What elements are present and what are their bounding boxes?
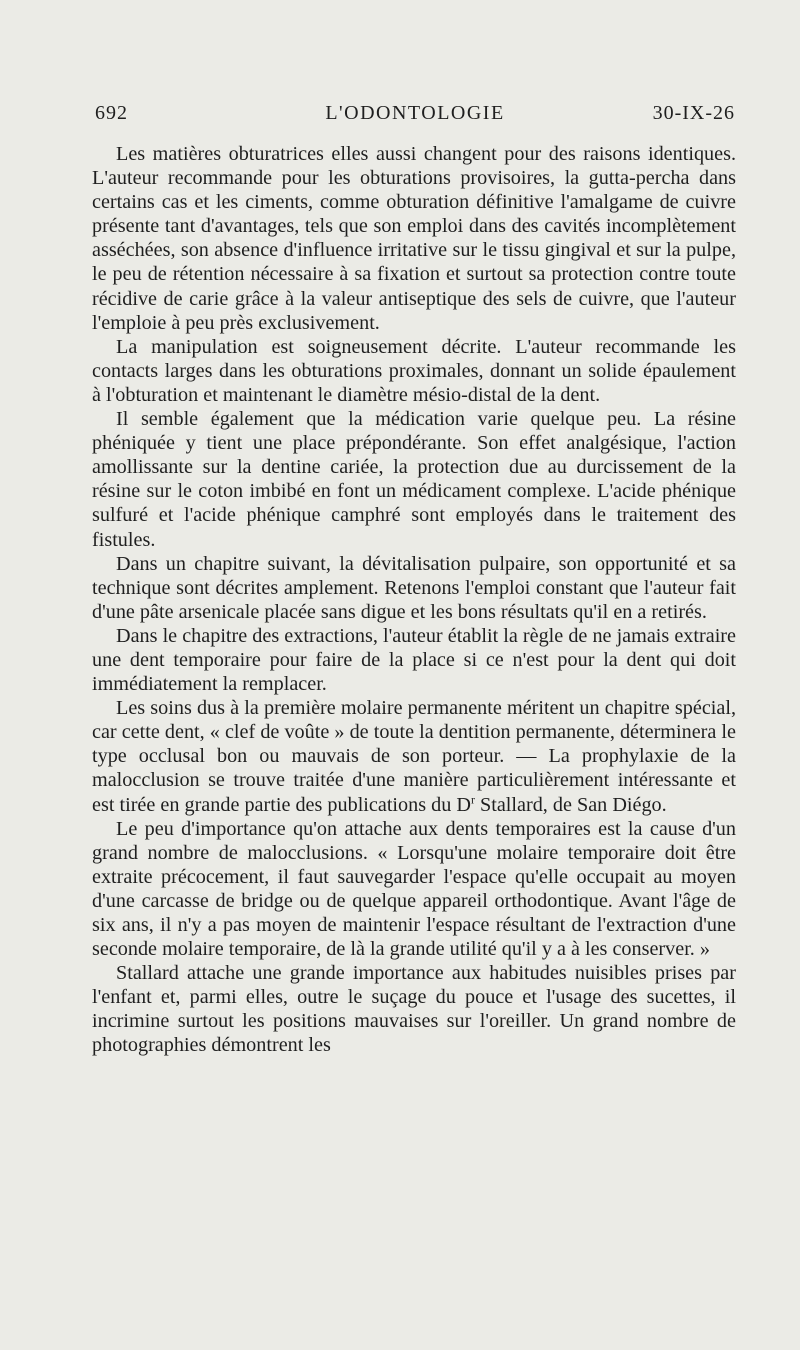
paragraph: Dans le chapitre des extractions, l'auteur établit la règle de ne jamais extraire une dent temporaire pour faire de la place si ce n'est pour la dent qui doit immédiatement la remplacer. — [92, 624, 736, 696]
paragraph-text: Les soins dus à la première molaire permanente méritent un chapitre spécial, car cette dent, « clef de voûte » de toute la dentition permanente, déterminera le type occlusal bon ou mauvais de son porteur. — La prophylaxie de la malocclusion se trouve traitée d'une manière particulièrement intéressante et est tirée en grande partie des publications du D — [92, 697, 736, 816]
paragraph: La manipulation est soigneusement décrite. L'auteur recommande les contacts larges dans les obturations proximales, donnant un solide épaulement à l'obturation et maintenant le diamètre mésio-distal de la dent. — [92, 335, 736, 406]
body-text — [92, 142, 736, 1058]
running-title: L'ODONTOLOGIE — [325, 102, 505, 124]
paragraph: Les matières obturatrices elles aussi changent pour des raisons identiques. L'auteur recommande pour les obturations provisoires, la gutta-percha dans certains cas et les ciments, comme obturation définitive l'amalgame de cuivre présente tant d'avantages, tels que son emploi dans des cavités incomplètement asséchées, son absence d'influence irritative sur le tissu gingival et sur la pulpe, le peu de rétention nécessaire à sa fixation et surtout sa protection contre toute récidive de carie grâce à la valeur antiseptique des sels de cuivre, que l'auteur l'emploie à peu près exclusivement. — [92, 143, 736, 334]
issue-date: 30-IX-26 — [652, 102, 735, 124]
running-header — [95, 102, 735, 132]
paragraph: Il semble également que la médication varie quelque peu. La résine phéniquée y tient une place prépondérante. Son effet analgésique, l'action amollissante sur la dentine cariée, la protection due au durcissement de la résine sur le coton imbibé en font un médicament complexe. L'acide phénique sulfuré et l'acide phénique camphré sont employés dans le traitement des fistules. — [92, 408, 736, 551]
superscript: r — [470, 791, 475, 806]
paragraph-tail: Stallard, de San Diégo. — [474, 793, 667, 816]
paragraph — [92, 696, 736, 816]
page-number: 692 — [95, 102, 128, 124]
paragraph: Dans un chapitre suivant, la dévitalisation pulpaire, son opportunité et sa technique sont décrites amplement. Retenons l'emploi constant que l'auteur fait d'une pâte arsenicale placée sans digue et les bons résultats qu'il en a retirés. — [92, 552, 736, 623]
paragraph: Stallard attache une grande importance aux habitudes nuisibles prises par l'enfant et, parmi elles, outre le suçage du pouce et l'usage des sucettes, il incrimine surtout les positions mauvaises sur l'oreiller. Un grand nombre de photographies démontrent les — [92, 962, 736, 1057]
paragraph: Le peu d'importance qu'on attache aux dents temporaires est la cause d'un grand nombre de malocclusions. « Lorsqu'une molaire temporaire doit être extraite précocement, il faut sauvegarder l'espace qu'elle occupait au moyen d'une carcasse de bridge ou de quelque appareil orthodontique. Avant l'âge de six ans, il n'y a pas moyen de maintenir l'espace résultant de l'extraction d'une seconde molaire temporaire, de là la grande utilité qu'il y a à les conserver. » — [92, 817, 736, 961]
